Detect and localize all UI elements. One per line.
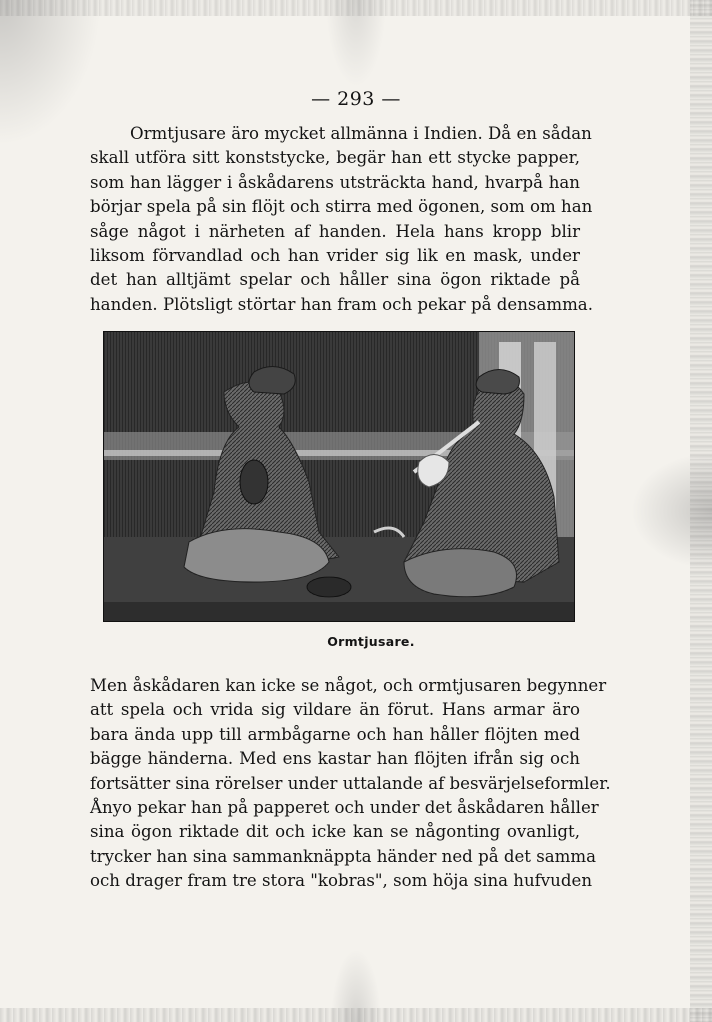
paragraph-2-line: sina ögon riktade dit och icke kan se någonting ovanligt,: [90, 822, 580, 842]
page-edge-top: [0, 0, 712, 16]
page-number: — 293 —: [311, 88, 401, 110]
figure-caption: Ormtjusare.: [327, 634, 415, 649]
paragraph-2-line: Ånyo pekar han på papperet och under det åskådaren håller: [90, 797, 599, 817]
paragraph-1-line: såge något i närheten af handen. Hela hans kropp blir: [90, 221, 580, 241]
snake-charmers-engraving: [103, 331, 575, 622]
paragraph-2-line: trycker han sina sammanknäppta händer ned på det samma: [90, 846, 597, 866]
paragraph-2-line: och drager fram tre stora "kobras", som höja sina hufvuden: [90, 871, 593, 891]
paragraph-2-line: att spela och vrida sig vildare än förut. Hans armar äro: [90, 700, 580, 720]
page-edge-right: [690, 0, 712, 1022]
paragraph-2-line: bara ända upp till armbågarne och han håller flöjten med: [90, 724, 580, 744]
paragraph-2-line: Men åskådaren kan icke se något, och ormtjusaren begynner: [90, 676, 607, 695]
page-edge-bottom: [0, 1008, 712, 1022]
paragraph-1-line: som han lägger i åskådarens utsträckta hand, hvarpå han: [90, 172, 580, 192]
paragraph-2-line: fortsätter sina rörelser under uttalande af besvärjelseformler.: [90, 773, 611, 793]
paragraph-2-line: bägge händerna. Med ens kastar han flöjten ifrån sig och: [90, 749, 580, 769]
paragraph-1-line: handen. Plötsligt störtar han fram och pekar på densamma.: [90, 294, 593, 314]
paragraph-1-line: skall utföra sitt konststycke, begär han ett stycke papper,: [90, 148, 580, 168]
paragraph-1: [90, 122, 593, 317]
paragraph-1-line: liksom förvandlad och han vrider sig lik en mask, under: [90, 245, 580, 265]
paragraph-2: [90, 674, 611, 894]
paragraph-1-line: börjar spela på sin flöjt och stirra med ögonen, som om han: [90, 197, 593, 217]
paragraph-1-line: det han alltjämt spelar och håller sina ögon riktade på: [90, 270, 580, 290]
paragraph-1-line: Ormtjusare äro mycket allmänna i Indien. Då en sådan: [130, 124, 592, 143]
